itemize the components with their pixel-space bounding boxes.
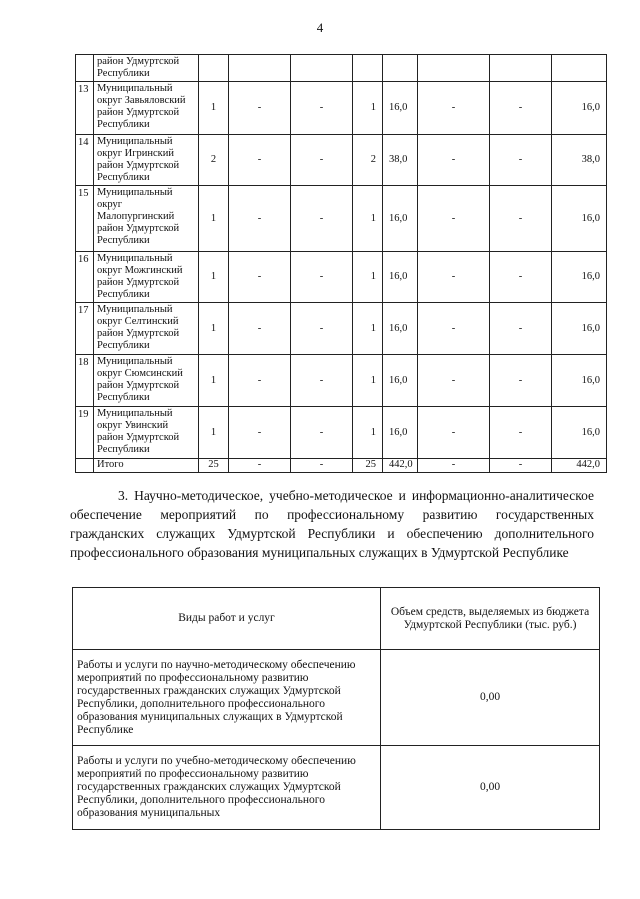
table-cell: 1	[199, 407, 229, 459]
table-cell: -	[418, 303, 490, 355]
table-cell: 16,0	[383, 303, 418, 355]
municipal-district-table	[75, 54, 607, 473]
header-budget-amount: Объем средств, выделяемых из бюджета Удмуртской Республики (тыс. руб.)	[381, 588, 600, 650]
table-cell: 16,0	[552, 186, 607, 252]
total-cell: 442,0	[552, 459, 607, 473]
total-cell: 25	[199, 459, 229, 473]
table-cell: -	[490, 82, 552, 135]
table-cell: 16,0	[552, 407, 607, 459]
table-row	[76, 407, 607, 459]
row-number: 17	[76, 303, 94, 355]
table-row	[76, 55, 607, 82]
total-cell: -	[291, 459, 353, 473]
row-number: 19	[76, 407, 94, 459]
table-cell: 16,0	[383, 82, 418, 135]
table-row	[76, 186, 607, 252]
district-name: район Удмуртской Республики	[94, 55, 199, 82]
table-cell: -	[418, 252, 490, 303]
services-funding-table	[72, 587, 600, 830]
district-name: Муниципальный округ Увинский район Удмуртской Республики	[94, 407, 199, 459]
service-description: Работы и услуги по учебно-методическому обеспечению мероприятий по профессиональному развитию государственных гражданских служащих Удмуртской Республики, дополнительного профессионального образования муниципальных	[73, 746, 381, 830]
table-cell: 16,0	[383, 407, 418, 459]
row-number	[76, 55, 94, 82]
table-cell: 16,0	[383, 252, 418, 303]
table-cell: 16,0	[552, 303, 607, 355]
services-header-row	[73, 588, 600, 650]
table-cell: 16,0	[552, 252, 607, 303]
total-cell: 25	[353, 459, 383, 473]
page-number: 4	[316, 20, 324, 35]
table-cell: 2	[353, 135, 383, 186]
section-heading	[70, 486, 594, 562]
table-cell: 1	[199, 303, 229, 355]
table-cell: -	[229, 355, 291, 407]
section-heading-text: 3. Научно-методическое, учебно-методическое и информационно-аналитическое обеспечение мероприятий по профессиональному развитию государственных гражданских служащих Удмуртской Республики и обеспечению дополнительного профессионального образования муниципальных служащих в Удмуртской Республике	[70, 488, 594, 560]
table-body	[76, 55, 607, 473]
row-number	[76, 459, 94, 473]
table-cell: 1	[199, 82, 229, 135]
table-cell	[490, 55, 552, 82]
table-row	[76, 303, 607, 355]
total-cell: -	[418, 459, 490, 473]
table-cell: -	[490, 407, 552, 459]
table-cell: -	[418, 82, 490, 135]
table-cell: -	[229, 82, 291, 135]
table-cell: -	[291, 186, 353, 252]
row-number: 18	[76, 355, 94, 407]
table-cell: -	[418, 355, 490, 407]
table-cell: 38,0	[552, 135, 607, 186]
table-cell: -	[490, 303, 552, 355]
row-number: 13	[76, 82, 94, 135]
district-name: Муниципальный округ Игринский район Удмуртской Республики	[94, 135, 199, 186]
table-cell: 1	[199, 355, 229, 407]
table-cell: 1	[353, 303, 383, 355]
table-cell: 16,0	[552, 82, 607, 135]
table-cell: -	[291, 252, 353, 303]
row-number: 16	[76, 252, 94, 303]
table-cell: -	[490, 252, 552, 303]
service-amount: 0,00	[381, 650, 600, 746]
total-label: Итого	[94, 459, 199, 473]
table-cell: 1	[353, 82, 383, 135]
table-cell	[199, 55, 229, 82]
table-cell	[418, 55, 490, 82]
table-cell: 38,0	[383, 135, 418, 186]
total-row	[76, 459, 607, 473]
table-cell: -	[291, 303, 353, 355]
table-cell	[552, 55, 607, 82]
district-name: Муниципальный округ Можгинский район Удмуртской Республики	[94, 252, 199, 303]
table-cell: 1	[353, 252, 383, 303]
table-cell: -	[229, 186, 291, 252]
table-cell: 16,0	[552, 355, 607, 407]
table-cell: -	[418, 186, 490, 252]
table-row	[76, 135, 607, 186]
table-row	[76, 252, 607, 303]
service-amount: 0,00	[381, 746, 600, 830]
header-work-types: Виды работ и услуг	[73, 588, 381, 650]
table-cell: 1	[353, 407, 383, 459]
total-cell: -	[490, 459, 552, 473]
table-cell	[229, 55, 291, 82]
total-cell: 442,0	[383, 459, 418, 473]
table-cell: 1	[199, 252, 229, 303]
row-number: 14	[76, 135, 94, 186]
table-cell: -	[229, 303, 291, 355]
table-row	[76, 82, 607, 135]
table-cell: -	[418, 407, 490, 459]
services-row	[73, 650, 600, 746]
table-cell: 16,0	[383, 186, 418, 252]
total-cell: -	[229, 459, 291, 473]
table-cell	[353, 55, 383, 82]
table-cell: 16,0	[383, 355, 418, 407]
table-cell	[291, 55, 353, 82]
table-cell: -	[229, 252, 291, 303]
table-row	[76, 355, 607, 407]
district-name: Муниципальный округ Малопургинский район Удмуртской Республики	[94, 186, 199, 252]
service-description: Работы и услуги по научно-методическому обеспечению мероприятий по профессиональному развитию государственных гражданских служащих Удмуртской Республики, дополнительного профессионального образования муниципальных служащих в Удмуртской Республике	[73, 650, 381, 746]
services-row	[73, 746, 600, 830]
row-number: 15	[76, 186, 94, 252]
table-cell: -	[490, 186, 552, 252]
district-name: Муниципальный округ Завьяловский район Удмуртской Республики	[94, 82, 199, 135]
table-cell: -	[490, 135, 552, 186]
table-cell: 1	[199, 186, 229, 252]
table-cell: 1	[353, 355, 383, 407]
table-cell: -	[291, 407, 353, 459]
table-cell	[383, 55, 418, 82]
table-cell: -	[229, 407, 291, 459]
district-name: Муниципальный округ Сюмсинский район Удмуртской Республики	[94, 355, 199, 407]
table-cell: 1	[353, 186, 383, 252]
table-cell: -	[229, 135, 291, 186]
table-cell: -	[490, 355, 552, 407]
district-name: Муниципальный округ Селтинский район Удмуртской Республики	[94, 303, 199, 355]
table-cell: -	[291, 135, 353, 186]
table-cell: -	[291, 355, 353, 407]
table-cell: -	[291, 82, 353, 135]
table-cell: -	[418, 135, 490, 186]
table-cell: 2	[199, 135, 229, 186]
